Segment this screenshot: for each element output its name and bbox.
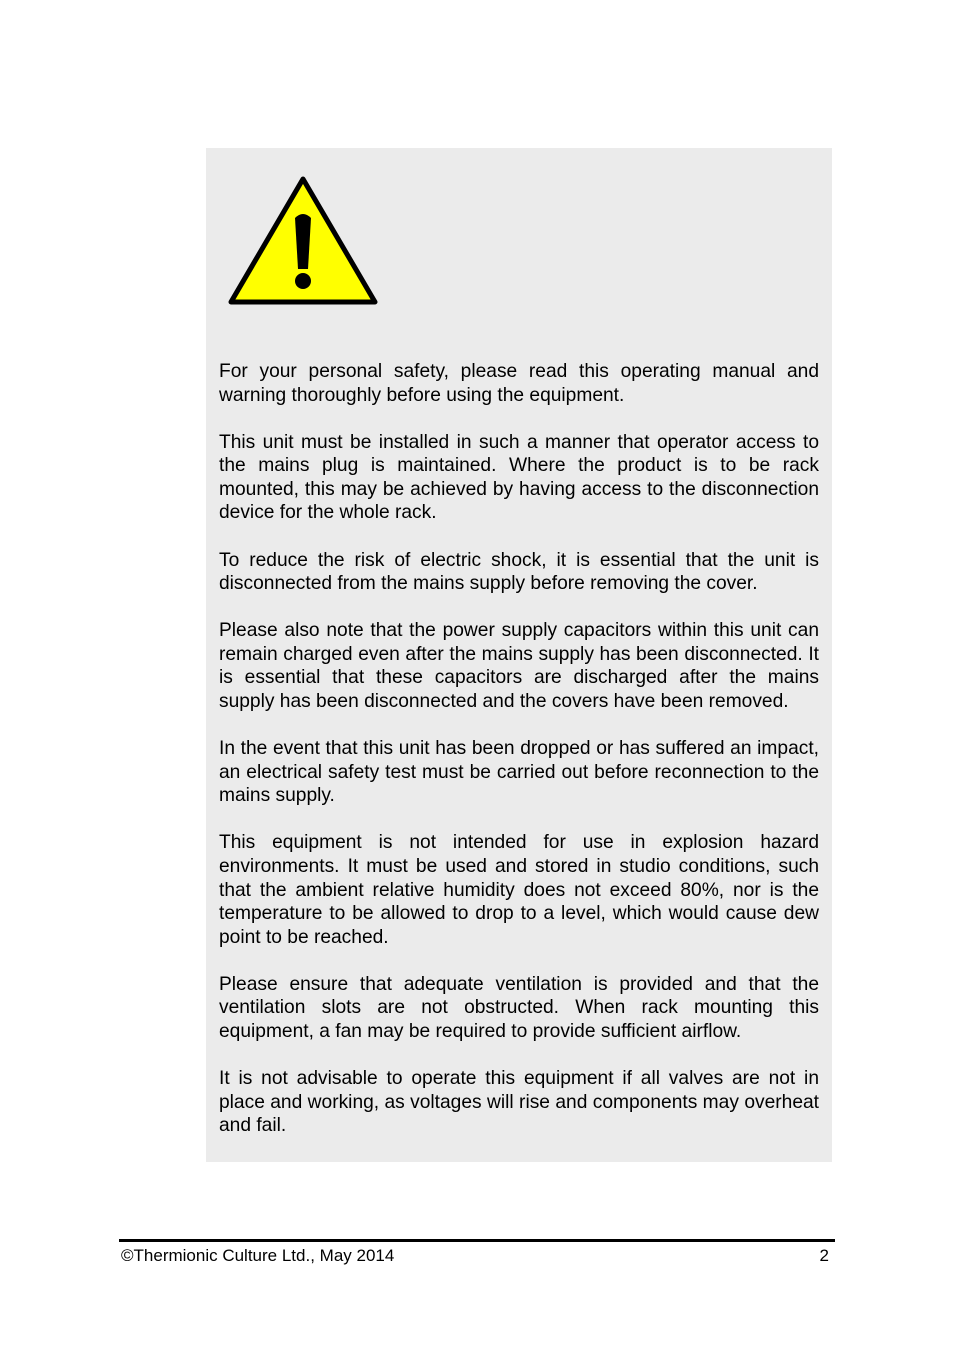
warning-paragraph-environment: This equipment is not intended for use in explosion hazard environments. It must be used and stored in studio conditions, such that the ambient relative humidity does not exceed 80%, nor is the temperature to be allowed to drop to a level, which would cause dew point to be reached.: [219, 832, 819, 948]
footer-divider: [119, 1239, 835, 1242]
warning-paragraph-ventilation: Please ensure that adequate ventilation is provided and that the ventilation slots are not obstructed. When rack mounting this equipment, a fan may be required to provide sufficient airflow.: [219, 973, 819, 1043]
safety-warning-panel: [206, 148, 832, 1162]
warning-paragraph-valves: It is not advisable to operate this equipment if all valves are not in place and working, as voltages will rise and components may overheat and fail.: [219, 1068, 819, 1137]
warning-paragraph-dropped-unit: In the event that this unit has been dropped or has suffered an impact, an electrical safety test must be carried out before reconnection to the mains supply.: [219, 738, 819, 807]
warning-paragraph-electric-shock: To reduce the risk of electric shock, it is essential that the unit is disconnected from the mains supply before removing the cover.: [219, 549, 819, 595]
warning-paragraph-capacitors: Please also note that the power supply capacitors within this unit can remain charged even after the mains supply has been disconnected. It is essential that these capacitors are discharged after the mains supply has been disconnected and the covers have been removed.: [219, 620, 819, 713]
warning-triangle-icon: [228, 174, 378, 308]
warning-paragraph-mains-access: This unit must be installed in such a manner that operator access to the mains plug is maintained. Where the product is to be rack mounted, this may be achieved by having access to the disconnection device for the whole rack.: [219, 431, 819, 524]
warning-paragraph-read-manual: For your personal safety, please read this operating manual and warning thoroughly before using the equipment.: [219, 361, 819, 406]
warning-text: [219, 360, 819, 1161]
page-number: 2: [819, 1246, 829, 1265]
footer-copyright: ©Thermionic Culture Ltd., May 2014: [121, 1246, 395, 1265]
